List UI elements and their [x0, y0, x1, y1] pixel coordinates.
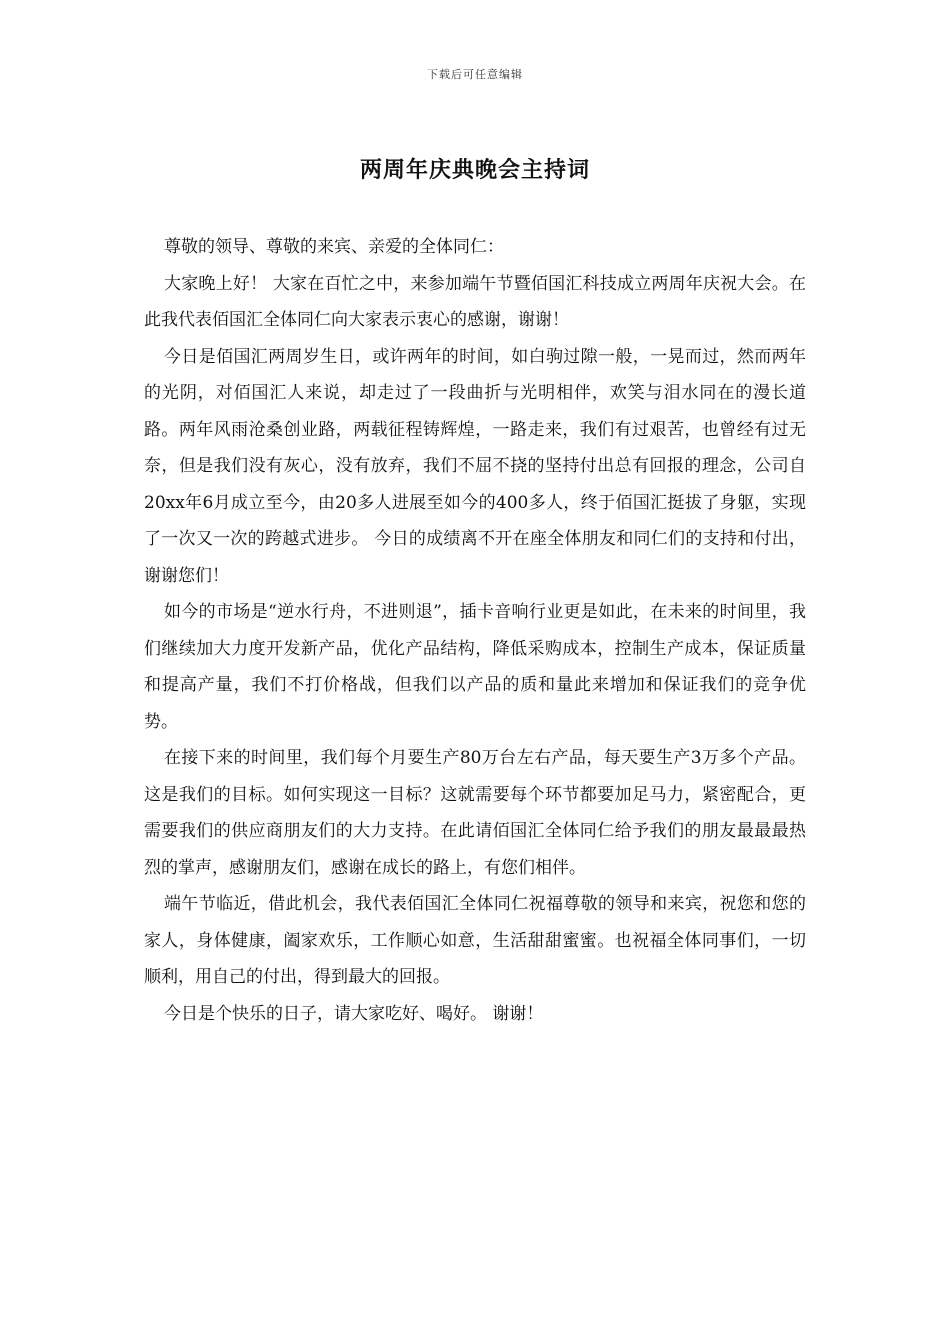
document-body — [144, 229, 806, 1032]
paragraph-closing: 今日是个快乐的日子，请大家吃好、喝好。 谢谢！ — [164, 1003, 544, 1024]
paragraph-goals: 在接下来的时间里，我们每个月要生产80万台左右产品，每天要生产3万多个产品。这是我们的目标。如何实现这一目标？这就需要每个环节都要加足马力，紧密配合，更需要我们的供应商朋友们的大力支持。在此请佰国汇全体同仁给予我们的朋友最最最热烈的掌声，感谢朋友们，感谢在成长的路上，有您们相伴。 — [144, 748, 806, 878]
paragraph-history: 今日是佰国汇两周岁生日，或许两年的时间，如白驹过隙一般，一晃而过，然而两年的光阴，对佰国汇人来说，却走过了一段曲折与光明相伴，欢笑与泪水同在的漫长道路。两年风雨沧桑创业路，两载征程铸辉煌，一路走来，我们有过艰苦，也曾经有过无奈，但是我们没有灰心，没有放弃，我们不屈不挠的坚持付出总有回报的理念，公司自20xx年6月成立至今，由20多人进展至如今的400多人，终于佰国汇挺拔了身躯，实现了一次又一次的跨越式进步。 今日的成绩离不开在座全体朋友和同仁们的支持和付出，谢谢您们！ — [144, 346, 806, 586]
paragraph-salutation: 尊敬的领导、尊敬的来宾、亲爱的全体同仁： — [164, 237, 504, 257]
header-note: 下载后可任意编辑 — [427, 68, 523, 81]
paragraph-market: 如今的市场是“逆水行舟，不进则退”，插卡音响行业更是如此，在未来的时间里，我们继续加大力度开发新产品，优化产品结构，降低采购成本，控制生产成本，保证质量和提高产量，我们不打价格战，但我们以产品的质和量此来增加和保证我们的竞争优势。 — [144, 602, 806, 732]
document-title: 两周年庆典晚会主持词 — [359, 157, 590, 183]
paragraph-greeting: 大家晚上好！ 大家在百忙之中，来参加端午节暨佰国汇科技成立两周年庆祝大会。在此我代表佰国汇全体同仁向大家表示衷心的感谢，谢谢！ — [144, 273, 806, 330]
paragraph-blessing: 端午节临近，借此机会，我代表佰国汇全体同仁祝福尊敬的领导和来宾，祝您和您的家人，身体健康，阖家欢乐，工作顺心如意，生活甜甜蜜蜜。也祝福全体同事们，一切顺利，用自己的付出，得到最大的回报。 — [144, 894, 806, 987]
